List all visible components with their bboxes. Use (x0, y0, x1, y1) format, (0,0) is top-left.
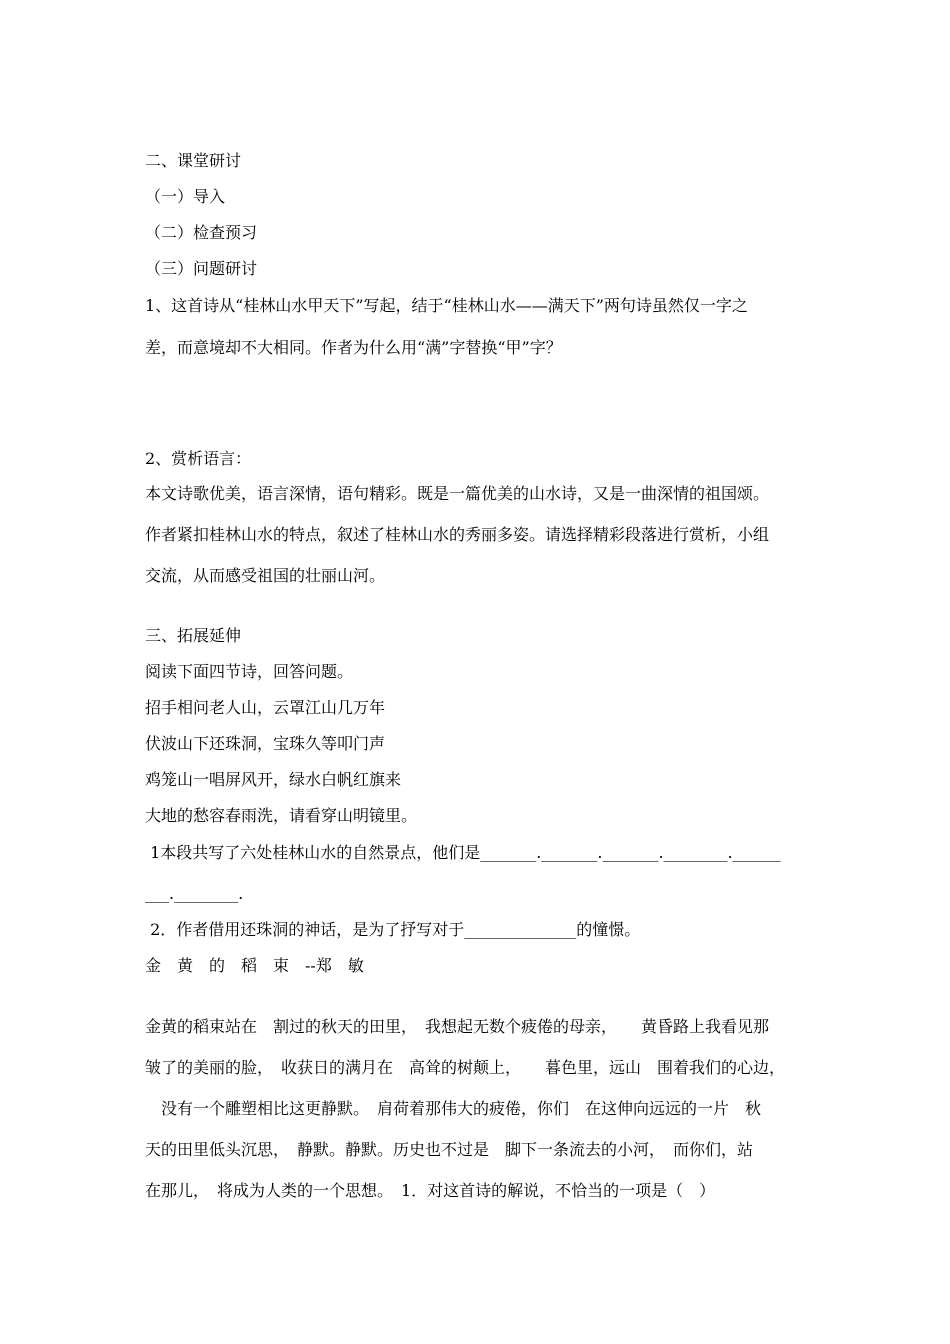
subheading-check-preview: （二）检查预习 (145, 223, 258, 242)
poem-line-1: 招手相问老人山，云罩江山几万年 (145, 698, 386, 717)
section-heading-extension: 三、拓展延伸 (145, 626, 242, 645)
poem-2-title: 金 黄 的 稻 束 --郑 敏 (145, 956, 364, 975)
poem-2-line-1: 金黄的稻束站在 割过的秋天的田里， 我想起无数个疲倦的母亲， 黄昏路上我看见那 (145, 1017, 770, 1036)
poem-2-line-5: 在那儿， 将成为人类的一个思想。 1．对这首诗的解说，不恰当的一项是（ ） (145, 1181, 716, 1200)
poem-2-line-2: 皱了的美丽的脸， 收获日的满月在 高耸的树颠上， 暮色里，远山 围着我们的心边， (145, 1058, 786, 1077)
question-2-heading: 2、赏析语言： (145, 449, 252, 468)
exercise-1-line-2: ___.________. (145, 884, 244, 903)
section-heading-classroom-discussion: 二、课堂研讨 (145, 151, 242, 170)
question-1-line-1: 1、这首诗从“桂林山水甲天下”写起，结于“桂林山水——满天下”两句诗虽然仅一字之 (145, 296, 748, 315)
poem-line-4: 大地的愁容春雨洗，请看穿山明镜里。 (145, 806, 418, 825)
exercise-2: 2．作者借用还珠洞的神话，是为了抒写对于______________的憧憬。 (145, 920, 641, 939)
question-2-line-3: 交流，从而感受祖国的壮丽山河。 (145, 566, 386, 585)
subheading-problem-discussion: （三）问题研讨 (145, 259, 258, 278)
exercise-1-line-1: 1本段共写了六处桂林山水的自然景点，他们是_______._______._______.________.______ (145, 843, 781, 862)
question-2-line-2: 作者紧扣桂林山水的特点，叙述了桂林山水的秀丽多姿。请选择精彩段落进行赏析，小组 (145, 525, 770, 544)
subheading-introduction: （一）导入 (145, 187, 226, 206)
poem-line-3: 鸡笼山一唱屏风开，绿水白帆红旗来 (145, 770, 402, 789)
question-1-line-2: 差，而意境却不大相同。作者为什么用“满”字替换“甲”字？ (145, 338, 562, 357)
poem-line-2: 伏波山下还珠洞，宝珠久等叩门声 (145, 734, 386, 753)
poem-2-line-4: 天的田里低头沉思， 静默。静默。历史也不过是 脚下一条流去的小河， 而你们，站 (145, 1140, 754, 1159)
poem-2-line-3: 没有一个雕塑相比这更静默。 肩荷着那伟大的疲倦，你们 在这伸向远远的一片 秋 (145, 1099, 762, 1118)
question-2-line-1: 本文诗歌优美，语言深情，语句精彩。既是一篇优美的山水诗，又是一曲深情的祖国颂。 (145, 484, 770, 503)
reading-instruction: 阅读下面四节诗，回答问题。 (145, 662, 354, 681)
